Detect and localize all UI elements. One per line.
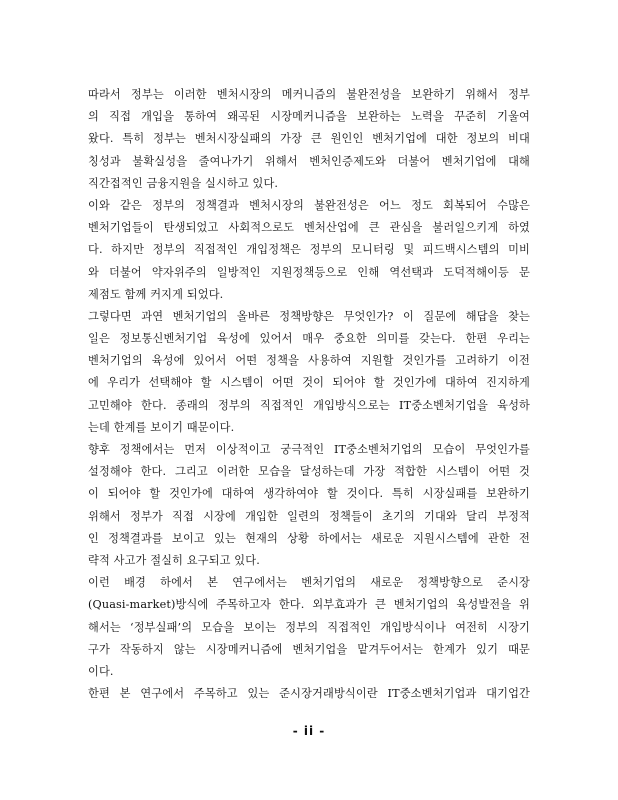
text-line: 해서는 ‘정부실패’의 모습을 보이는 정부의 직접적인 개입방식이나 여전히 시장기 [88, 620, 530, 634]
text-line: 그렇다면 과연 벤처기업의 올바른 정책방향은 무엇인가? 이 질문에 해답을 찾는 [88, 309, 530, 323]
text-line: 벤처기업들이 탄생되었고 사회적으로도 벤처산업에 큰 관심을 불러일으키게 하였 [88, 221, 530, 235]
paragraph [88, 195, 530, 306]
text-line: 일은 정보통신벤처기업 육성에 있어서 매우 중요한 의미를 갖는다. 한편 우리는 [88, 332, 530, 346]
text-line: 칭성과 불확실성을 줄여나가기 위해서 벤처인증제도와 더불어 벤처기업에 대해 [88, 154, 530, 168]
text-line: (Quasi-market)방식에 주목하고자 한다. 외부효과가 큰 벤처기업의 육성발전을 위 [88, 598, 530, 612]
page-number: - ii - [292, 724, 326, 738]
text-line: 위해서 정부가 직접 시장에 개입한 일련의 정책들이 초기의 기대와 달리 부정적 [88, 509, 530, 523]
text-line: 의 직접 개입을 통하여 왜곡된 시장메커니즘을 보완하는 노력을 꾸준히 기울여 [88, 110, 530, 124]
text-line: 인 정책결과를 보이고 있는 현재의 상황 하에서는 새로운 지원시스템에 관한 전 [88, 531, 530, 545]
text-line: 는데 한계를 보이기 때문이다. [88, 420, 235, 434]
text-line: 이런 배경 하에서 본 연구에서는 벤처기업의 새로운 정책방향으로 준시장 [88, 576, 530, 590]
text-line: 향후 정책에서는 먼저 이상적이고 궁극적인 IT중소벤처기업의 모습이 무엇인가를 [88, 443, 530, 456]
text-line: 와 더불어 약자위주의 일방적인 지원정책등으로 인해 역선택과 도덕적해이등 문 [88, 265, 530, 279]
text-line: 따라서 정부는 이러한 벤처시장의 메커니즘의 불완전성을 보완하기 위해서 정부 [88, 88, 530, 101]
text-line: 고민해야 한다. 종래의 정부의 직접적인 개입방식으로는 IT중소벤처기업을 육성하 [88, 398, 530, 412]
text-line: 구가 작동하지 않는 시장메커니즘에 벤처기업을 맡겨두어서는 한계가 있기 때문 [88, 642, 530, 656]
paragraph [88, 306, 530, 439]
text-line: 이 되어야 할 것인가에 대하여 생각하여야 할 것이다. 특히 시장실패를 보완하기 [88, 487, 530, 501]
text-line: 왔다. 특히 정부는 벤처시장실패의 가장 큰 원인인 벤처기업에 대한 정보의 비대 [88, 132, 530, 146]
paragraph [88, 84, 530, 195]
text-line: 이다. [88, 664, 114, 678]
text-line: 벤처기업의 육성에 있어서 어떤 정책을 사용하여 지원할 것인가를 고려하기 이전 [88, 354, 530, 368]
paragraph [88, 572, 530, 683]
text-line: 략적 사고가 절실히 요구되고 있다. [88, 553, 260, 567]
text-line: 설정해야 한다. 그리고 이러한 모습을 달성하는데 가장 적합한 시스템이 어떤 것 [88, 465, 530, 479]
text-line: 제점도 함께 커지게 되었다. [88, 287, 224, 301]
paragraph [88, 683, 530, 705]
text-line: 직간접적인 금융지원을 실시하고 있다. [88, 176, 279, 190]
text-line: 이와 같은 정부의 정책결과 벤처시장의 불완전성은 어느 정도 회복되어 수많은 [88, 198, 530, 212]
paragraph [88, 439, 530, 572]
text-line: 다. 하지만 정부의 직접적인 개입정책은 정부의 모니터링 및 피드백시스템의 미비 [88, 243, 530, 257]
text-line: 한편 본 연구에서 주목하고 있는 준시장거래방식이란 IT중소벤처기업과 대기업간 [88, 687, 530, 701]
text-line: 에 우리가 선택해야 할 시스템이 어떤 것이 되어야 할 것인가에 대하여 진지하게 [88, 376, 530, 390]
document-body [88, 84, 530, 705]
